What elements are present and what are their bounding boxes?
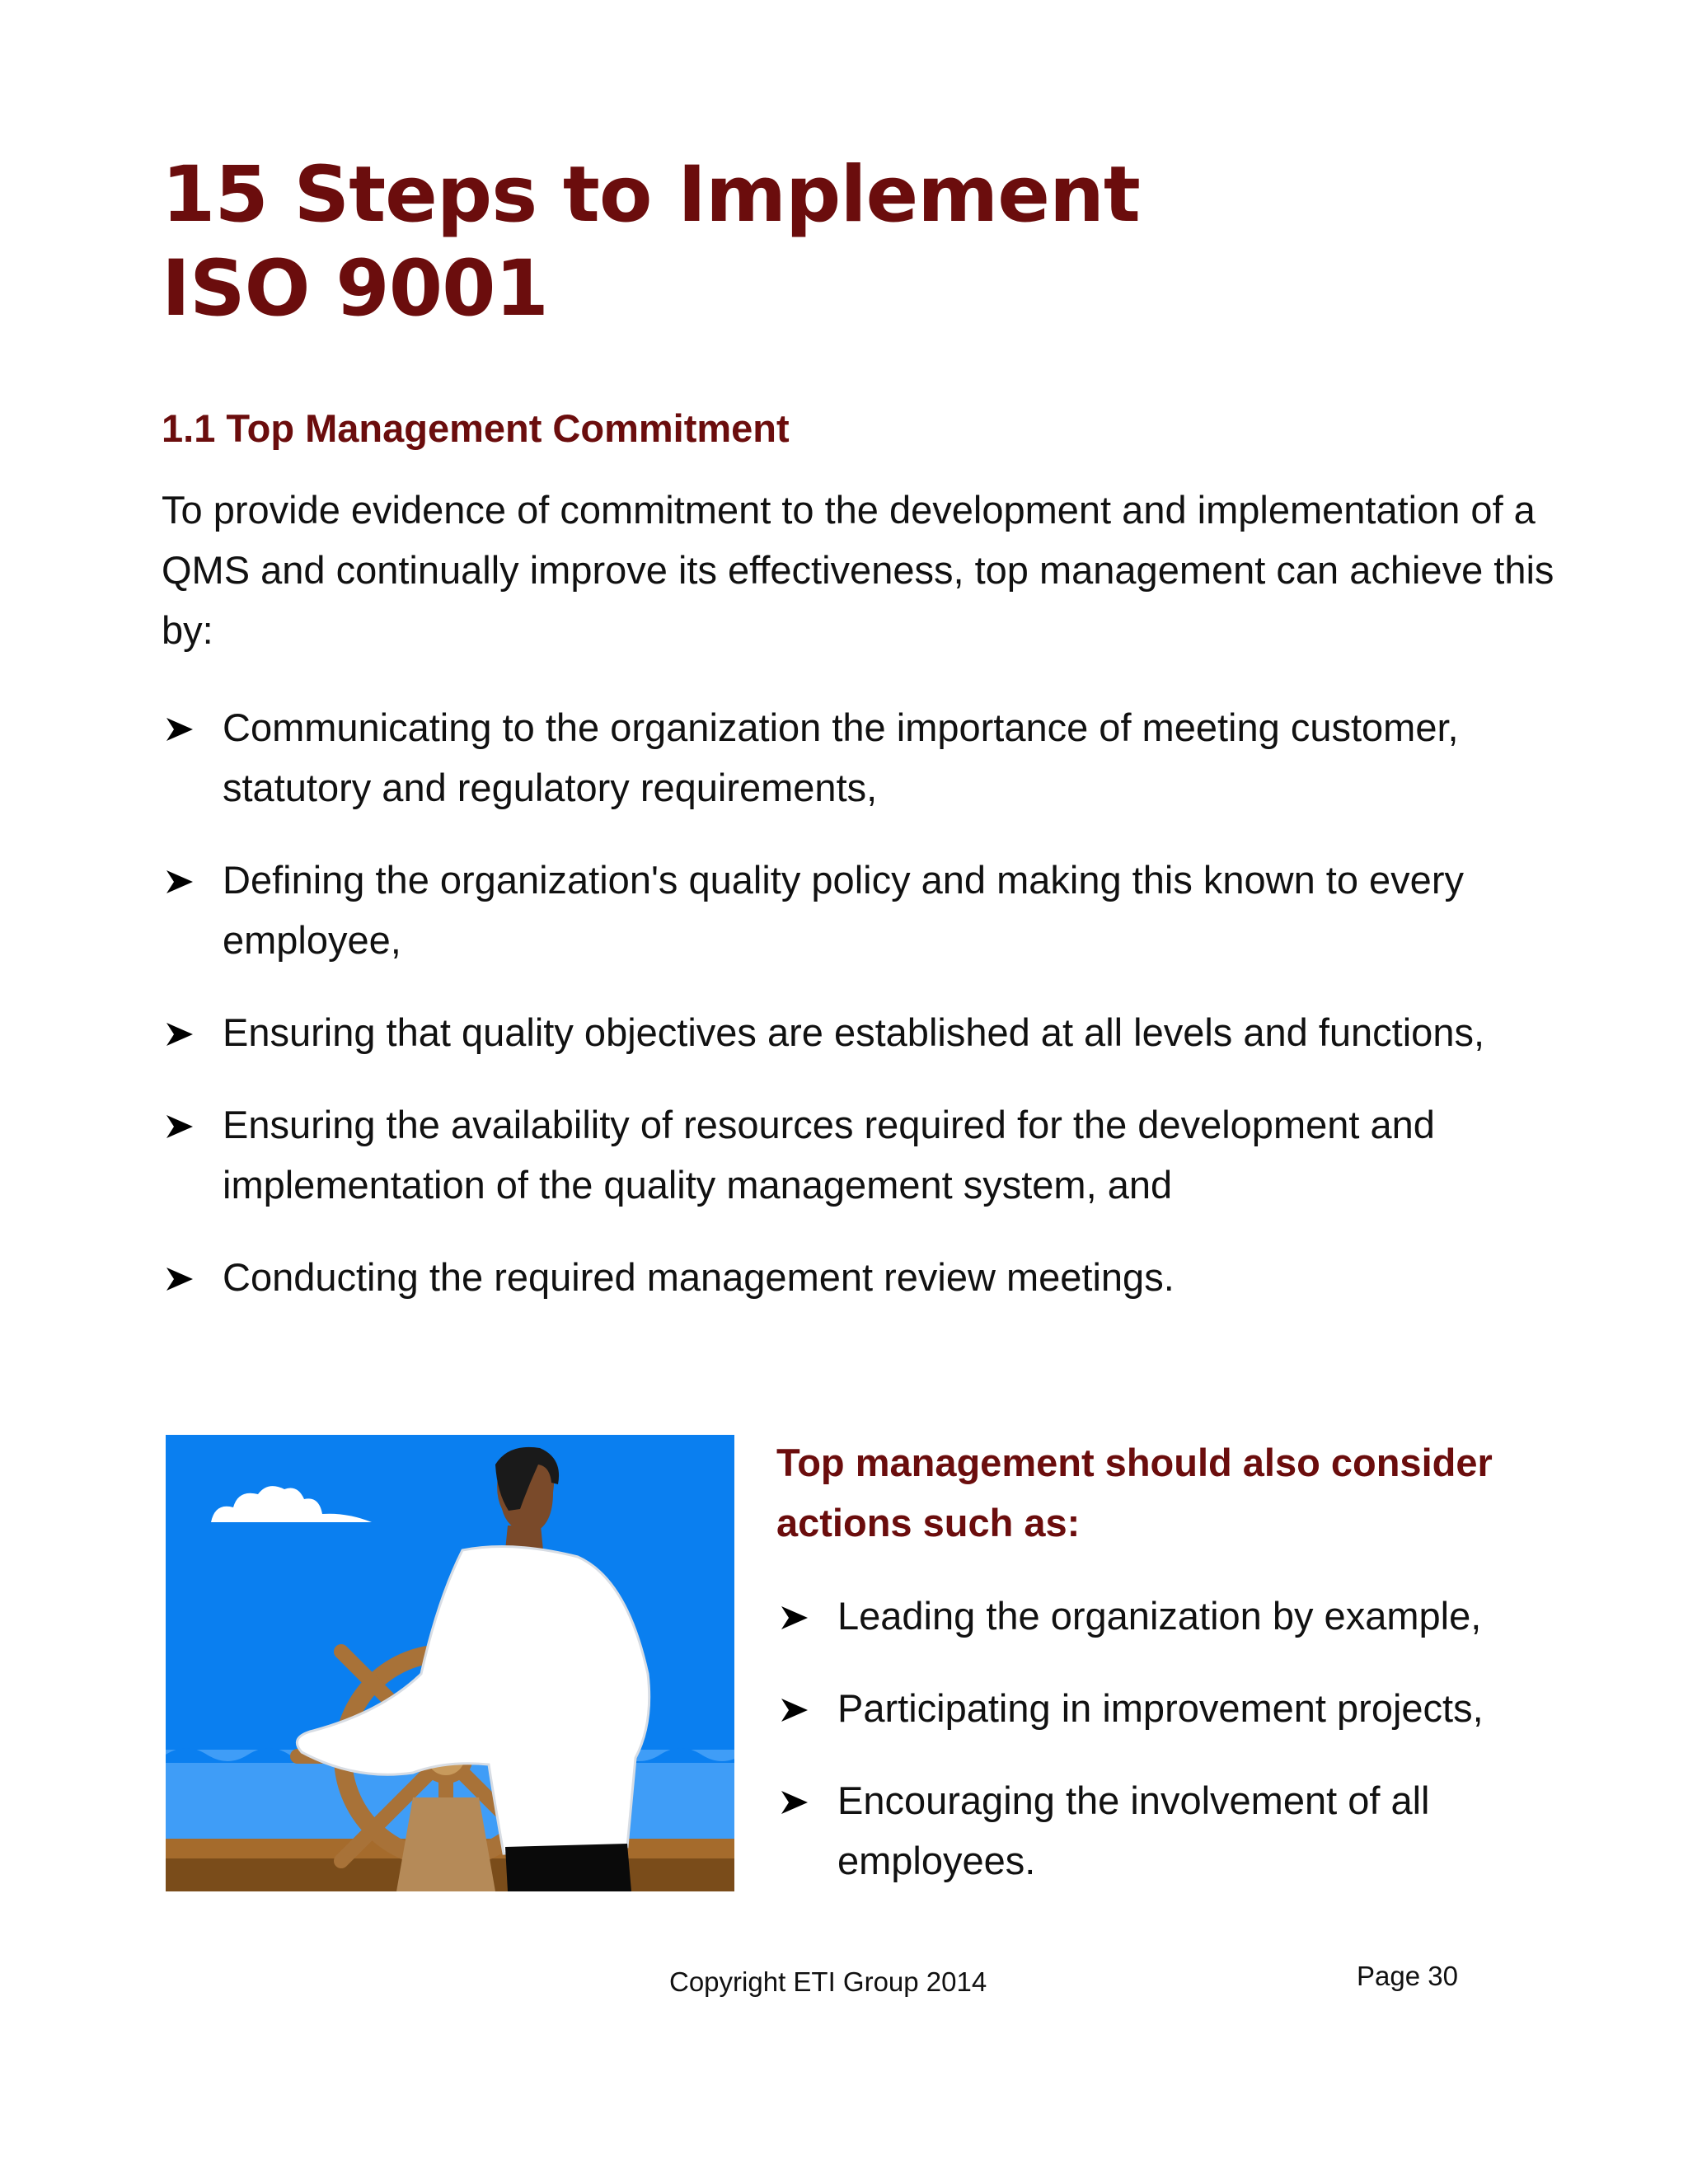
arrow-bullet-icon (165, 1267, 195, 1291)
list-item-text: Encouraging the involvement of all employees. (837, 1779, 1430, 1882)
list-item-text: Communicating to the organization the importance of meeting customer, statutory and regulatory requirements, (223, 705, 1459, 809)
page-number: Page 30 (1357, 1961, 1458, 1991)
list-item-text: Defining the organization's quality policy and making this known to every employee, (223, 858, 1464, 962)
additional-actions-list (776, 1586, 1568, 1923)
title-line-1: 15 Steps to Implement (162, 150, 1140, 240)
page-title (162, 148, 1140, 336)
list-item (776, 1586, 1568, 1646)
aside-heading: Top management should also consider actions such as: (776, 1441, 1493, 1544)
captain-trousers (505, 1844, 631, 1891)
list-item-text: Leading the organization by example, (837, 1594, 1482, 1638)
section-intro: To provide evidence of commitment to the development and implementation of a QMS and continually improve its effectiveness, top management can achieve this by: (162, 488, 1554, 652)
list-item (162, 1247, 1546, 1307)
list-item (162, 1094, 1546, 1215)
list-item (776, 1770, 1568, 1891)
commitment-list (162, 697, 1546, 1339)
ship-captain-illustration (166, 1435, 734, 1891)
list-item (162, 1002, 1546, 1062)
footer-copyright: Copyright ETI Group 2014 (669, 1966, 987, 1997)
title-line-2: ISO 9001 (162, 244, 548, 334)
list-item (162, 850, 1546, 970)
arrow-bullet-icon (780, 1605, 809, 1630)
list-item (776, 1678, 1568, 1738)
arrow-bullet-icon (780, 1698, 809, 1722)
list-item-text: Participating in improvement projects, (837, 1686, 1484, 1730)
list-item-text: Conducting the required management review meetings. (223, 1255, 1175, 1299)
list-item-text: Ensuring that quality objectives are established at all levels and functions, (223, 1010, 1485, 1054)
arrow-bullet-icon (165, 717, 195, 742)
arrow-bullet-icon (165, 1114, 195, 1139)
section-heading: 1.1 Top Management Commitment (162, 406, 790, 450)
list-item (162, 697, 1546, 818)
arrow-bullet-icon (780, 1790, 809, 1815)
helm-pedestal (396, 1797, 495, 1891)
arrow-bullet-icon (165, 1022, 195, 1047)
list-item-text: Ensuring the availability of resources required for the development and implementation of the quality management system, and (223, 1103, 1435, 1207)
arrow-bullet-icon (165, 869, 195, 894)
